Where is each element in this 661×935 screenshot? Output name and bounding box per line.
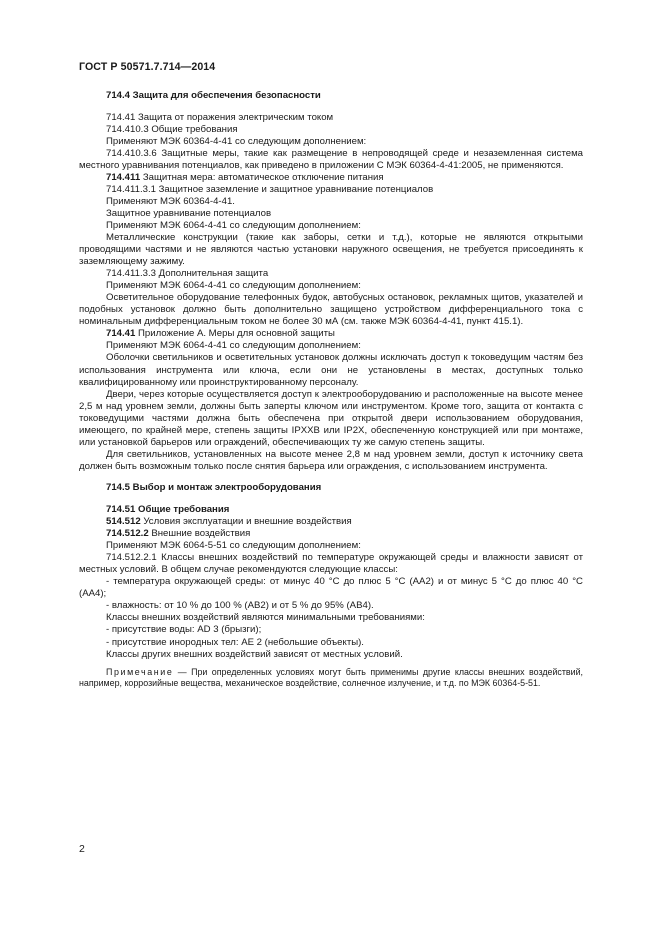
clause-text: Защитная мера: автоматическое отключение питания [140,171,384,183]
paragraph [79,172,583,184]
paragraph: Применяют МЭК 6064-5-51 со следующим дополнением: [106,540,361,552]
paragraph: 714.411.3.1 Защитное заземление и защитное уравнивание потенциалов [106,183,434,195]
page-number: 2 [79,843,85,855]
section-heading: 714.5 Выбор и монтаж электрооборудования [106,482,322,494]
paragraph: Классы внешних воздействий являются минимальными требованиями: [106,612,425,624]
list-item: - присутствие воды: AD 3 (брызги); [106,624,262,636]
paragraph: Защитное уравнивание потенциалов [106,207,272,219]
paragraph: Металлические конструкции (такие как заборы, сетки и т.д.), которые не являются открытыми проводящими частями и не являются частью установки наружного освещения, не требуется присоединять к заземляющему зажиму. [79,232,583,268]
paragraph: Осветительное оборудование телефонных будок, автобусных остановок, рекламных щитов, указателей и подобных установок должно быть дополнительно защищено устройством дифференциального тока с номинальным дифференциальным током не более 30 мА (см. также МЭК 60364-4-41, пункт 415.1). [79,292,583,328]
paragraph: Применяют МЭК 60364-4-41. [106,195,235,207]
note-label: Примечание [106,666,174,677]
paragraph [79,516,583,528]
paragraph: Для светильников, установленных на высоте менее 2,8 м над уровнем земли, доступ к источнику света должен быть возможным только после снятия барьера или ограждения, с использованием инструмента. [79,448,583,472]
list-item: - присутствие инородных тел: АЕ 2 (небольшие объекты). [106,636,364,648]
paragraph: Классы других внешних воздействий зависят от местных условий. [106,648,403,660]
note [79,667,583,690]
list-item: - влажность: от 10 % до 100 % (АВ2) и от 5 % до 95% (АВ4). [106,600,374,612]
paragraph: 714.41 Защита от поражения электрическим током [106,111,334,123]
paragraph: Применяют МЭК 6064-4-41 со следующим дополнением: [106,340,361,352]
paragraph: Применяют МЭК 6064-4-41 со следующим дополнением: [106,280,361,292]
subsection-heading: 714.51 Общие требования [106,504,230,515]
note-text: — При определенных условиях могут быть применимы другие классы внешних воздействий, например, коррозийные вещества, механическое воздействие, солнечное излучение, и т.д. по МЭК 60364-5-51. [79,666,583,689]
clause-text: Внешние воздействия [148,528,251,540]
clause-number: 714.512.2 [106,528,149,540]
paragraph: 714.410.3.6 Защитные меры, такие как размещение в непроводящей среде и незаземленная система местного уравнивания потенциалов, как приведено в приложении С МЭК 60364-4-41:2005, не применяются. [79,147,583,171]
paragraph: Применяют МЭК 6064-4-41 со следующим дополнением: [106,219,361,231]
clause-number: 714.411 [106,171,141,183]
paragraph [79,528,583,540]
paragraph: 714.410.3 Общие требования [106,123,238,135]
document-body [79,90,583,690]
paragraph: 714.512.2.1 Классы внешних воздействий по температуре окружающей среды и влажности зависят от местных условий. В общем случае рекомендуются следующие классы: [79,552,583,576]
clause-number: 714.41 [106,328,136,340]
clause-text: Условия эксплуатации и внешние воздействия [140,516,352,528]
paragraph: Оболочки светильников и осветительных установок должны исключать доступ к токоведущим частям без использования инструмента или ключа, если они не установлены в местах, доступных только квалифицированному или проинструктированному персоналу. [79,352,583,388]
list-item: - температура окружающей среды: от минус 40 °С до плюс 5 °С (АА2) и от минус 5 °С до плюс 40 °С (АА4); [79,576,583,600]
page-header-title: ГОСТ Р 50571.7.714—2014 [79,61,216,73]
clause-number: 514.512 [106,516,141,528]
paragraph: Двери, через которые осуществляется доступ к электрооборудованию и расположенные на высоте менее 2,5 м над уровнем земли, должны быть заперты ключом или инструментом. Кроме того, защита от контакта с токоведущими частями должна быть обеспечена при открытой двери использованием оборудования, имеющего, по крайней мере, степень защиты IPXXB или IP2X, обеспеченную конструкцией или при монтаже, или установкой барьеров или ограждений, обеспечивающих ту же самую степень защиты. [79,388,583,448]
clause-text: Приложение А. Меры для основной защиты [135,328,335,340]
paragraph [79,328,583,340]
section-heading: 714.4 Защита для обеспечения безопасности [106,90,321,101]
paragraph: 714.411.3.3 Дополнительная защита [106,268,269,280]
paragraph: Применяют МЭК 60364-4-41 со следующим дополнением: [106,135,367,147]
